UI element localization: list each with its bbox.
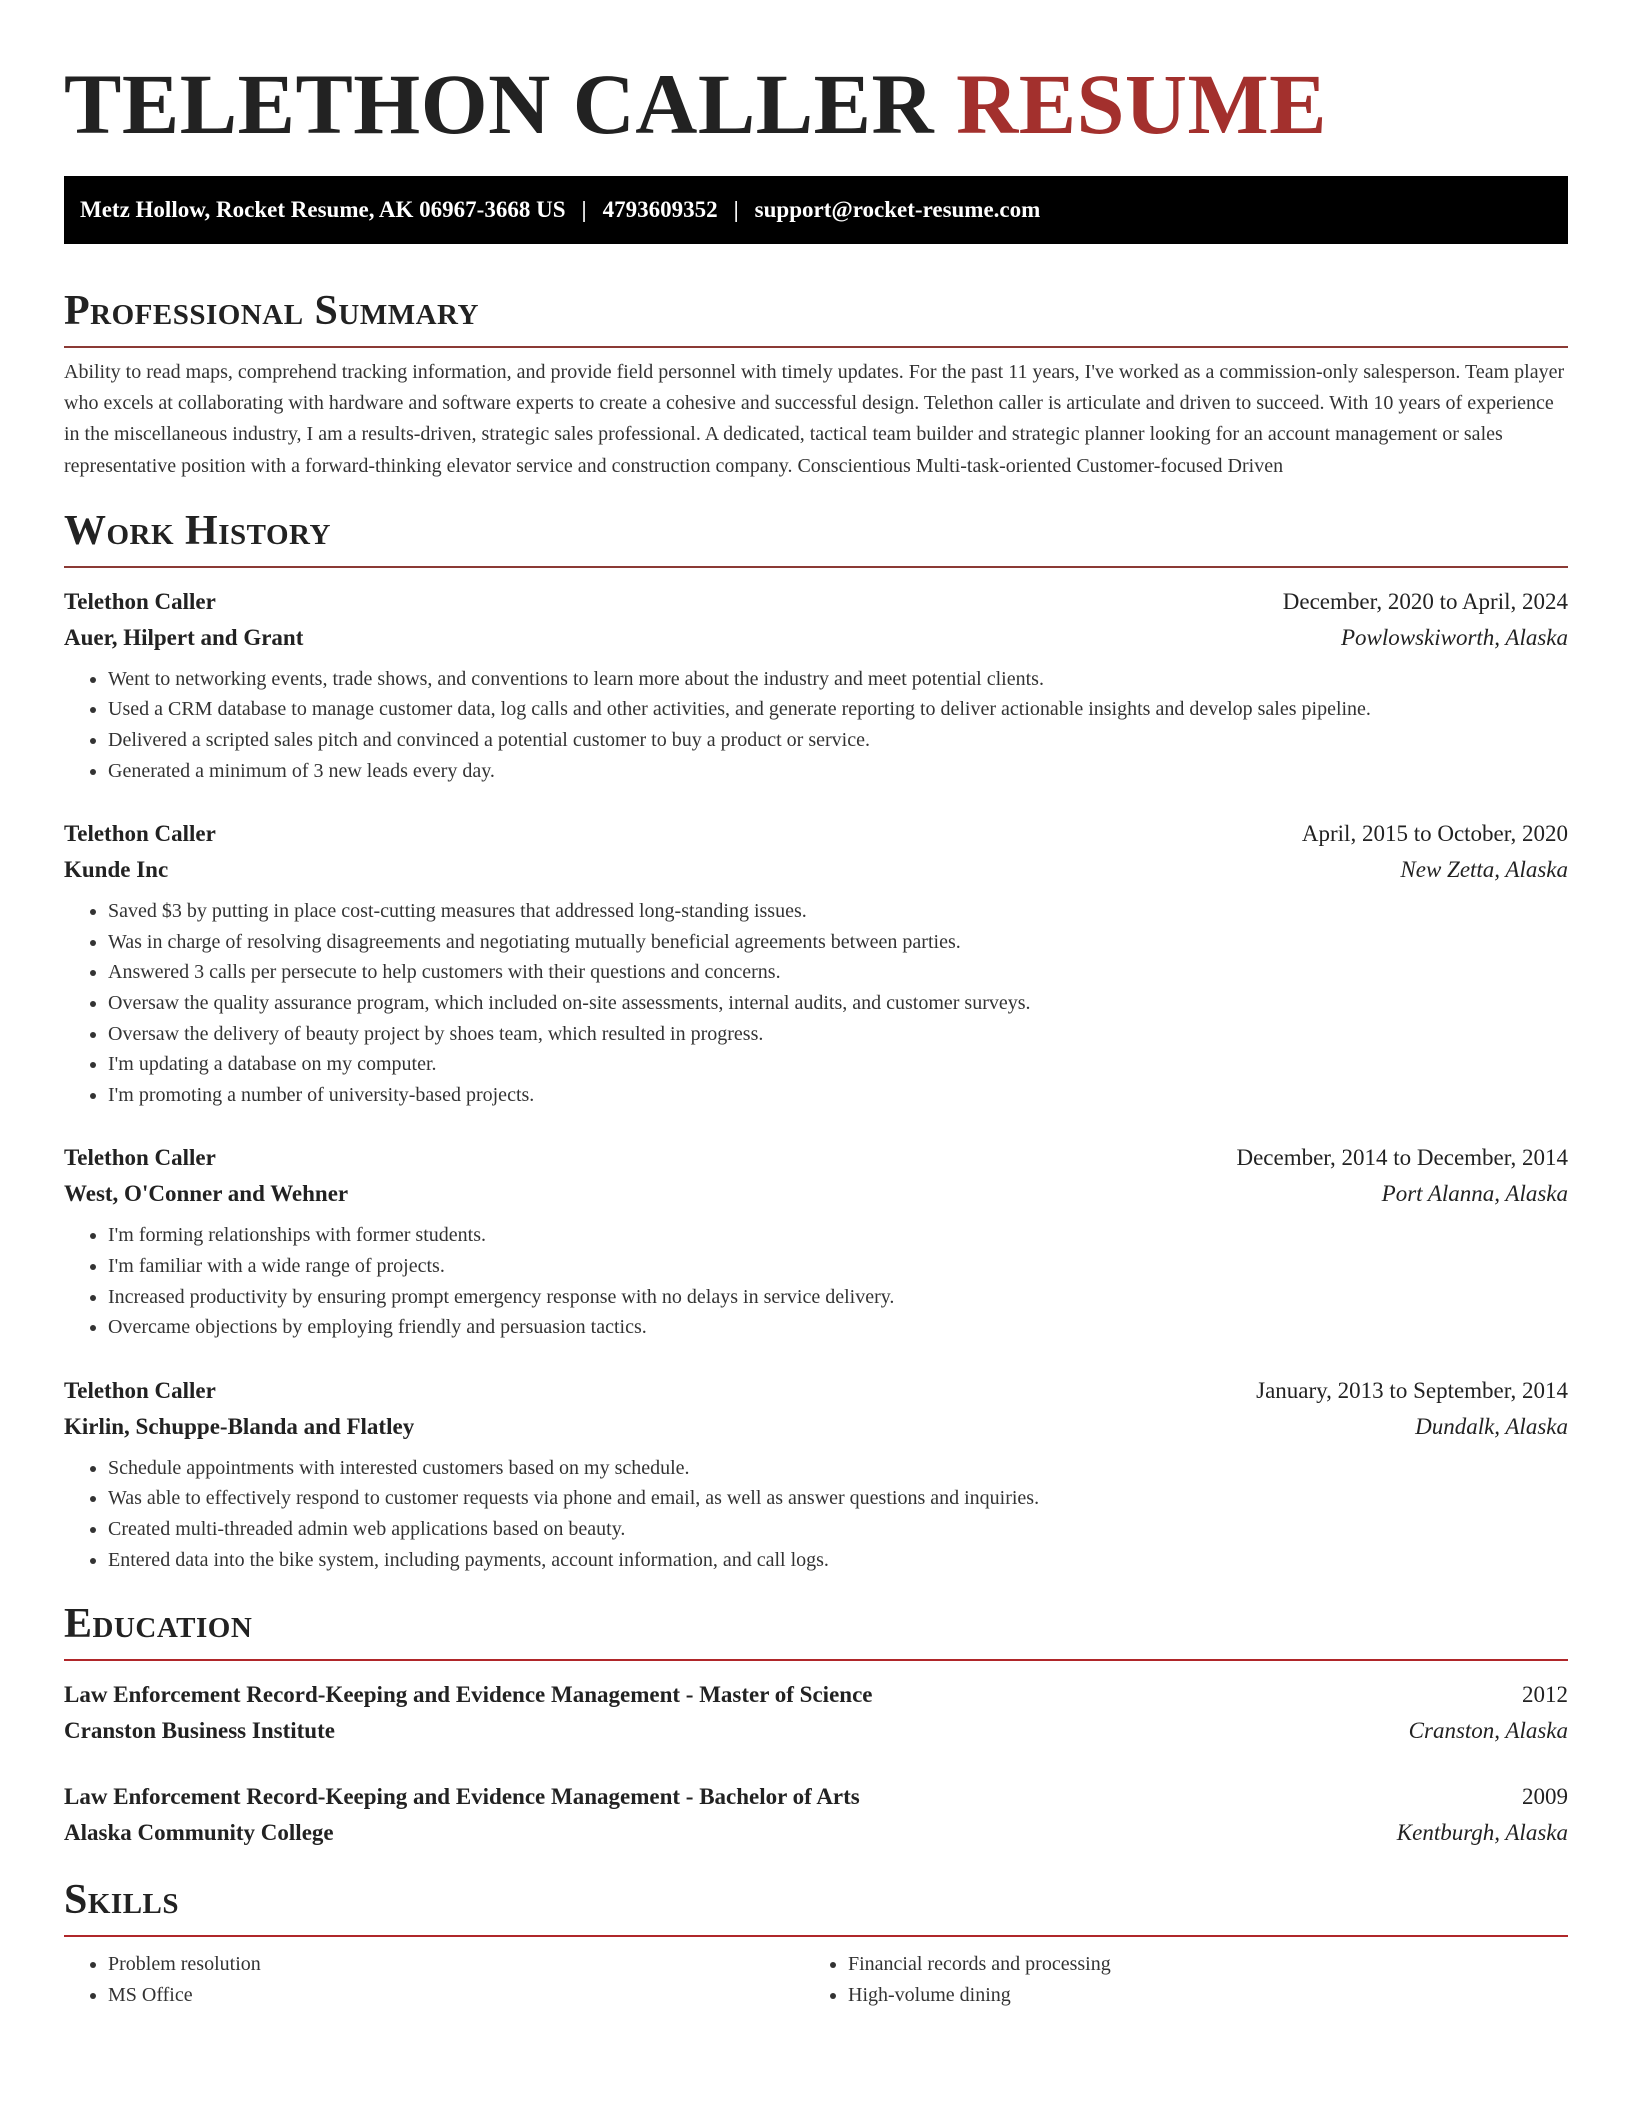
education-list (64, 1677, 1568, 1851)
contact-separator: | (581, 197, 587, 222)
job-entry (64, 584, 1568, 786)
job-title: Telethon Caller (64, 1377, 216, 1403)
education-entry (64, 1779, 1568, 1851)
education-location: Kentburgh, Alaska (1396, 1820, 1568, 1846)
education-year: 2012 (1522, 1682, 1568, 1708)
education-degree: Law Enforcement Record-Keeping and Evidence Management - Master of Science (64, 1682, 873, 1708)
work-history-list (64, 584, 1568, 1575)
job-bullet: • Used a CRM database to manage customer data, log calls and other activities, and generate reporting to deliver actionable insights and develop sales pipeline. (108, 694, 1568, 725)
skills-column-left (64, 1949, 804, 2010)
job-company: Auer, Hilpert and Grant (64, 624, 304, 650)
job-entry (64, 816, 1568, 1110)
job-bullet: • Went to networking events, trade shows, and conventions to learn more about the industry and meet potential clients. (108, 664, 1568, 695)
skill-item: • Problem resolution (108, 1949, 804, 1980)
education-school: Alaska Community College (64, 1820, 334, 1846)
summary-heading: Professional Summary (64, 286, 1568, 348)
skill-item: • Financial records and processing (848, 1949, 1544, 1980)
title-part-job: TELETHON CALLER (64, 56, 935, 152)
job-bullet: • Generated a minimum of 3 new leads every day. (108, 756, 1568, 787)
work-history-heading: Work History (64, 506, 1568, 568)
skill-item: • High-volume dining (848, 1980, 1544, 2011)
job-bullets (64, 1453, 1568, 1575)
job-title: Telethon Caller (64, 588, 216, 614)
job-dates: April, 2015 to October, 2020 (1301, 821, 1568, 847)
job-title: Telethon Caller (64, 821, 216, 847)
job-company: Kirlin, Schuppe-Blanda and Flatley (64, 1413, 415, 1439)
job-bullet: • Overcame objections by employing friendly and persuasion tactics. (108, 1312, 1568, 1343)
job-bullet: • I'm forming relationships with former students. (108, 1220, 1568, 1251)
job-bullets (64, 664, 1568, 786)
resume-page (64, 0, 1568, 2010)
contact-bar (64, 176, 1568, 244)
job-entry (64, 1373, 1568, 1575)
job-location: New Zetta, Alaska (1400, 857, 1568, 883)
title-part-resume: RESUME (956, 56, 1328, 152)
job-bullet: • Oversaw the delivery of beauty project by shoes team, which resulted in progress. (108, 1019, 1568, 1050)
job-location: Powlowskiworth, Alaska (1340, 624, 1568, 650)
job-bullet: • Increased productivity by ensuring prompt emergency response with no delays in service delivery. (108, 1282, 1568, 1313)
education-year: 2009 (1522, 1784, 1568, 1810)
job-bullet: • I'm updating a database on my computer. (108, 1049, 1568, 1080)
job-company: Kunde Inc (64, 857, 169, 883)
job-location: Port Alanna, Alaska (1381, 1181, 1568, 1207)
skill-item: • MS Office (108, 1980, 804, 2011)
job-entry (64, 1140, 1568, 1342)
skills-list (64, 1949, 1568, 2010)
contact-phone: 4793609352 (602, 197, 718, 222)
job-location: Dundalk, Alaska (1415, 1413, 1568, 1439)
job-bullet: • Delivered a scripted sales pitch and convinced a potential customer to buy a product or service. (108, 725, 1568, 756)
resume-title (64, 56, 1568, 152)
skills-heading: Skills (64, 1875, 1568, 1937)
job-bullet: • Was in charge of resolving disagreements and negotiating mutually beneficial agreements between parties. (108, 927, 1568, 958)
contact-address: Metz Hollow, Rocket Resume, AK 06967-3668 US (80, 197, 566, 222)
job-bullet: • Saved $3 by putting in place cost-cutting measures that addressed long-standing issues. (108, 896, 1568, 927)
job-bullet: • Entered data into the bike system, including payments, account information, and call logs. (108, 1545, 1568, 1576)
job-bullet: • Created multi-threaded admin web applications based on beauty. (108, 1514, 1568, 1545)
job-dates: December, 2020 to April, 2024 (1282, 588, 1568, 614)
education-heading: Education (64, 1599, 1568, 1661)
contact-separator: | (733, 197, 739, 222)
education-entry (64, 1677, 1568, 1749)
job-bullets (64, 1220, 1568, 1342)
job-bullet: • I'm familiar with a wide range of projects. (108, 1251, 1568, 1282)
job-bullet: • Oversaw the quality assurance program, which included on-site assessments, internal audits, and customer surveys. (108, 988, 1568, 1019)
summary-text: Ability to read maps, comprehend tracking information, and provide field personnel with timely updates. For the past 11 years, I've worked as a commission-only salesperson. Team player who excels at collaborating with hardware and software experts to create a cohesive and successful design. Telethon caller is articulate and driven to succeed. With 10 years of experience in the miscellaneous industry, I am a results-driven, strategic sales professional. A dedicated, tactical team builder and strategic planner looking for an account management or sales representative position with a forward-thinking elevator service and construction company. Conscientious Multi-task-oriented Customer-focused Driven (64, 361, 1565, 477)
job-bullet: • Schedule appointments with interested customers based on my schedule. (108, 1453, 1568, 1484)
skills-column-right (804, 1949, 1544, 2010)
job-dates: January, 2013 to September, 2014 (1256, 1377, 1568, 1403)
job-bullet: • Was able to effectively respond to customer requests via phone and email, as well as answer questions and inquiries. (108, 1483, 1568, 1514)
job-title: Telethon Caller (64, 1145, 216, 1171)
education-degree: Law Enforcement Record-Keeping and Evidence Management - Bachelor of Arts (64, 1784, 860, 1810)
job-company: West, O'Conner and Wehner (64, 1181, 349, 1207)
job-bullet: • I'm promoting a number of university-based projects. (108, 1080, 1568, 1111)
contact-email: support@rocket-resume.com (754, 197, 1041, 222)
education-location: Cranston, Alaska (1408, 1718, 1568, 1744)
job-bullets (64, 896, 1568, 1110)
job-bullet: • Answered 3 calls per persecute to help customers with their questions and concerns. (108, 957, 1568, 988)
job-dates: December, 2014 to December, 2014 (1236, 1145, 1568, 1171)
education-school: Cranston Business Institute (64, 1718, 335, 1744)
